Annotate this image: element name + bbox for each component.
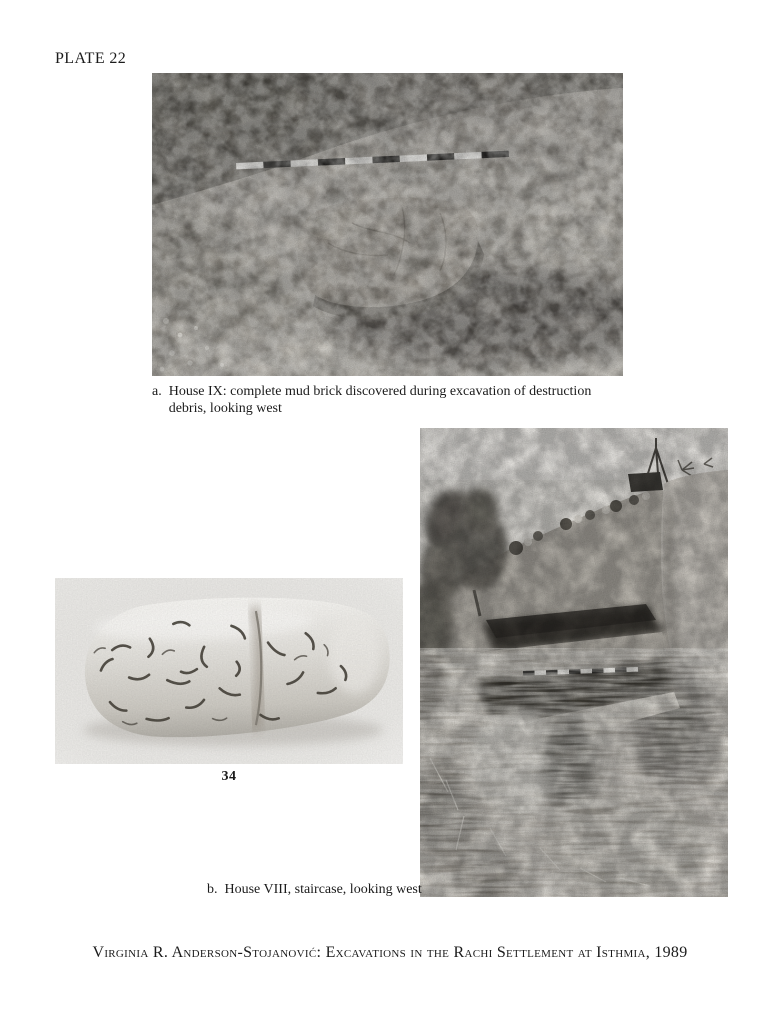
caption-a-line2: debris, looking west	[168, 400, 282, 416]
caption-b-text: House VIII, staircase, looking west	[224, 882, 422, 897]
object-34-image	[55, 578, 403, 764]
photo-a-image	[152, 73, 623, 376]
caption-a-line1: House IX: complete mud brick discovered during excavation of destruction	[168, 384, 592, 399]
running-footer: Virginia R. Anderson-Stojanović: Excavations in the Rachi Settlement at Isthmia, 1989	[92, 944, 688, 961]
photo-b-staircase	[420, 428, 728, 897]
photo-object-34	[55, 578, 403, 764]
caption-a	[152, 384, 630, 417]
photo-a-excavation	[152, 73, 623, 376]
object-number: 34	[221, 769, 237, 784]
caption-b	[207, 882, 422, 899]
caption-a-label: a.	[152, 384, 162, 399]
caption-b-label: b.	[207, 882, 218, 897]
caption-a-text	[169, 384, 592, 417]
photo-b-image	[420, 428, 728, 897]
plate-number: PLATE 22	[55, 50, 127, 67]
